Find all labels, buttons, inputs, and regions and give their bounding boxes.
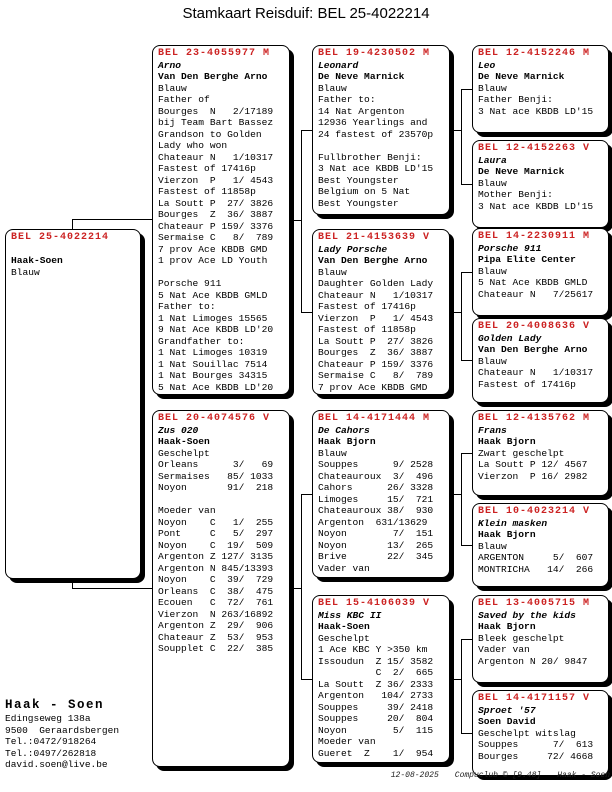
owner-name: Pipa Elite Center (478, 254, 576, 265)
owner-name: Soen David (478, 716, 536, 727)
connector-line (301, 494, 302, 680)
pedigree-line: Vierzon P 1/ 4543 (158, 174, 274, 186)
pedigree-line: Argenton N 845/13393 (158, 562, 274, 574)
print-footer (391, 771, 610, 780)
pedigree-line: 7 prov Ace KBDB GMD (318, 381, 428, 393)
pedigree-line: Belgium on 5 Nat (318, 186, 411, 197)
pedigree-line: Souppes 39/ 2418 (318, 701, 434, 713)
footer-loft-name: Haak - Soen (557, 771, 610, 780)
pedigree-line: Gueret Z 1/ 954 (318, 747, 434, 759)
pedigree-line: Porsche 911 (158, 278, 222, 289)
pedigree-line: Geschelpt (158, 447, 210, 459)
pedigree-line: Grandfather to: (158, 335, 245, 347)
connector-line (72, 588, 152, 589)
pigeon-name: Frans (478, 424, 507, 436)
connector-line (461, 272, 472, 273)
pedigree-line: Chateaur P 159/ 3376 (158, 220, 274, 232)
pedigree-line: Fastest of 17416p (478, 378, 576, 390)
pedigree-line: Geschelpt (318, 632, 370, 644)
pedigree-line: 1 Nat Limoges 10319 (158, 347, 268, 358)
pedigree-line: Argenton Z 29/ 906 (158, 620, 274, 631)
ring-number: BEL 21-4153639 V (318, 232, 431, 243)
pedigree-line: Bourges Z 36/ 3887 (158, 209, 274, 220)
pedigree-line: Father to: (318, 94, 376, 105)
pigeon-name: Zus 020 (158, 424, 199, 436)
pigeon-name: Porsche 911 (478, 242, 542, 254)
loft-name: Haak - Soen (5, 698, 105, 712)
connector-line (461, 545, 472, 546)
ring-number: BEL 10-4023214 V (478, 506, 591, 517)
pedigree-box-ggd-4 (472, 690, 609, 776)
pedigree-line: Blauw (158, 82, 187, 94)
pedigree-line: Bourges 72/ 4668 (478, 750, 594, 762)
connector-line (301, 130, 312, 131)
pedigree-line: Chateauroux 3/ 496 (318, 470, 434, 482)
pedigree-box-subject (5, 229, 141, 579)
pigeon-name: Klein masken (478, 517, 548, 529)
owner-name: Haak Bjorn (478, 621, 536, 632)
pedigree-line: 14 Nat Argenton (318, 105, 405, 117)
pedigree-line: Blauw (318, 82, 347, 94)
pedigree-line: Blauw (478, 540, 507, 552)
pedigree-line: Daughter Golden Lady (318, 278, 434, 289)
owner-name: Van Den Berghe Arno (318, 255, 428, 266)
pedigree-line: Mother Benji: (478, 189, 553, 200)
page-title: Stamkaart Reisduif: BEL 25-4022214 (182, 5, 430, 22)
connector-line (461, 453, 472, 454)
pedigree-line: Chateaur Z 53/ 953 (158, 631, 274, 643)
pedigree-line: Noyon C 1/ 255 (158, 516, 274, 528)
owner-name: Haak-Soen (11, 255, 63, 266)
pedigree-line: Fastest of 17416p (158, 163, 256, 174)
pedigree-line: Argenton Z 127/ 3135 (158, 551, 274, 562)
pedigree-line: Fastest of 11858p (318, 324, 416, 335)
pedigree-line: MONTRICHA 14/ 266 (478, 563, 594, 575)
pedigree-line: 1 Ace KBC Y >350 km (318, 644, 428, 655)
pedigree-line: Argenton 631/13629 (318, 516, 428, 528)
pedigree-line: Cahors 26/ 3328 (318, 482, 434, 493)
ring-number: BEL 15-4106039 V (318, 598, 431, 609)
pedigree-line: Fastest of 11858p (158, 186, 256, 197)
pedigree-line: Noyon 7/ 151 (318, 528, 434, 539)
pedigree-line: Blauw (478, 265, 507, 277)
pigeon-name: Arno (158, 59, 182, 71)
pedigree-line: 1 Nat Limoges 15565 (158, 312, 268, 324)
pedigree-box-ggs-1 (472, 45, 609, 133)
pedigree-line (158, 494, 284, 506)
ring-number: BEL 25-4022214 (11, 232, 110, 243)
pedigree-line: La Soutt Z 36/ 2333 (318, 678, 434, 690)
ring-number: BEL 12-4135762 M (478, 413, 591, 424)
pedigree-line: Fullbrother Benji: (318, 151, 422, 163)
pedigree-line: Best Youngster (318, 174, 399, 186)
ring-number: BEL 23-4055977 M (158, 48, 271, 59)
pigeon-name: Leo (478, 59, 496, 71)
connector-line (301, 312, 312, 313)
pedigree-box-ggd-2 (472, 318, 609, 403)
pedigree-line: Noyon C 19/ 509 (158, 539, 274, 551)
pedigree-line: 5 Nat Ace KBDB LD'20 (158, 381, 274, 393)
pedigree-line: 1 prov Ace LD Youth (158, 255, 268, 266)
pedigree-line: 1 Nat Souillac 7514 (158, 358, 268, 370)
pedigree-line: Blauw (478, 355, 507, 367)
pedigree-line: Bleek geschelpt (478, 632, 565, 644)
pedigree-line: Blauw (478, 82, 507, 94)
address-line: 9500 Geraardsbergen (5, 724, 120, 736)
pedigree-line: Blauw (478, 177, 507, 189)
pedigree-line (158, 267, 284, 279)
pedigree-line: Father of (158, 94, 210, 105)
pedigree-line: Sermaise C 8/ 789 (158, 232, 274, 243)
pedigree-box-ggs-3 (472, 410, 609, 496)
pedigree-line: Vader van (318, 562, 370, 574)
print-date: 12-08-2025 (390, 771, 439, 780)
pedigree-line (318, 140, 444, 152)
pedigree-line: Noyon 91/ 218 (158, 482, 274, 493)
pedigree-line: Moeder van (318, 736, 376, 747)
pedigree-line: Chateaur N 1/10317 (478, 367, 594, 378)
connector-line (72, 219, 152, 220)
connector-line (461, 733, 472, 734)
connector-line (461, 184, 472, 185)
pedigree-line: Vader van (478, 644, 530, 655)
pedigree-line: Vierzon P 1/ 4543 (318, 312, 434, 324)
pedigree-line: Bourges Z 36/ 3887 (318, 347, 434, 358)
connector-line (301, 494, 312, 495)
owner-name: Van Den Berghe Arno (478, 344, 588, 355)
pedigree-line: 1 Nat Bourges 34315 (158, 370, 268, 381)
connector-line (461, 639, 472, 640)
pedigree-box-dam (152, 410, 290, 767)
ring-number: BEL 12-4152263 V (478, 143, 591, 154)
owner-name: Haak Bjorn (318, 436, 376, 447)
pedigree-line: Sermaise C 8/ 789 (318, 370, 434, 381)
pedigree-line: Bourges N 2/17189 (158, 105, 274, 117)
pigeon-name: Laura (478, 154, 507, 166)
pedigree-line: Issoudun Z 15/ 3582 (318, 655, 434, 667)
owner-name: Haak Bjorn (478, 436, 536, 447)
pedigree-line: La Soutt P 12/ 4567 (478, 459, 588, 470)
connector-line (301, 679, 312, 680)
software-credit: Compuclub © [9.48] (454, 771, 542, 780)
loft-info-block (5, 697, 119, 771)
email-address: david.soen@live.be (5, 759, 108, 770)
pigeon-name: Sproet '57 (478, 704, 536, 716)
connector-line (461, 89, 462, 185)
pedigree-line: Father to: (158, 301, 216, 312)
pedigree-line: Blauw (11, 266, 40, 278)
pedigree-line: Lady who won (158, 140, 228, 151)
pedigree-line: Father Benji: (478, 94, 553, 105)
owner-name: Haak-Soen (158, 436, 210, 447)
pigeon-name: Miss KBC II (318, 609, 382, 621)
pedigree-line: La Soutt P 27/ 3826 (158, 197, 274, 209)
ring-number: BEL 13-4005715 M (478, 598, 591, 609)
pedigree-line: 3 Nat ace KBDB LD'15 (478, 105, 594, 117)
pedigree-box-ggs-4 (472, 595, 609, 683)
pedigree-line: 24 fastest of 23570p (318, 128, 434, 140)
pigeon-name: Golden Lady (478, 332, 542, 344)
ring-number: BEL 14-4171444 M (318, 413, 431, 424)
pedigree-line: 3 Nat ace KBDB LD'15 (478, 200, 594, 212)
pedigree-box-ggd-3 (472, 503, 609, 587)
pedigree-box-granddam-1 (312, 229, 450, 395)
owner-name: Haak-Soen (318, 621, 370, 632)
pedigree-line: 5 Nat Ace KBDB GMLD (158, 289, 268, 301)
pedigree-line: Chateaur N 1/10317 (318, 289, 434, 301)
connector-line (461, 272, 462, 361)
pedigree-line: Argenton N 20/ 9847 (478, 655, 588, 667)
pedigree-line: Geschelpt witslag (478, 727, 576, 739)
pedigree-line: Moeder van (158, 505, 216, 516)
address-line: Tel.:0497/262818 (5, 747, 97, 759)
pedigree-line: C 2/ 665 (318, 667, 434, 678)
pedigree-line: Noyon C 39/ 729 (158, 574, 274, 585)
ring-number: BEL 14-2230911 M (478, 231, 591, 242)
pedigree-line: Vierzon P 16/ 2982 (478, 470, 588, 482)
pedigree-line: bij Team Bart Bassez (158, 117, 274, 128)
pedigree-line: 3 Nat ace KBDB LD'15 (318, 163, 434, 174)
ring-number: BEL 14-4171157 V (478, 693, 591, 704)
pedigree-line: Grandson to Golden (158, 128, 262, 140)
pedigree-line: Blauw (318, 447, 347, 459)
connector-line (461, 360, 472, 361)
address-line: Tel.:0472/918264 (5, 736, 97, 747)
pedigree-box-granddam-2 (312, 595, 450, 763)
connector-line (461, 89, 472, 90)
pigeon-name (11, 244, 135, 256)
ring-number: BEL 20-4008636 V (478, 321, 591, 332)
address-line: Edingseweg 138a (5, 713, 91, 724)
connector-line (72, 219, 73, 230)
pedigree-line: Chateaur P 159/ 3376 (318, 358, 434, 370)
owner-name: Haak Bjorn (478, 529, 536, 540)
pedigree-line: Souppes 9/ 2528 (318, 459, 434, 470)
connector-line (461, 453, 462, 546)
pedigree-line: Argenton 104/ 2733 (318, 690, 434, 701)
pigeon-name: Saved by the kids (478, 609, 576, 621)
pigeon-name: Leonard (318, 59, 359, 71)
owner-name: De Neve Marnick (478, 71, 565, 82)
connector-line (301, 130, 302, 313)
pedigree-line: Soupplet C 22/ 385 (158, 643, 274, 654)
pedigree-line: Ecouen C 72/ 761 (158, 597, 274, 608)
pedigree-line: Pont C 5/ 297 (158, 528, 274, 539)
ring-number: BEL 20-4074576 V (158, 413, 271, 424)
pedigree-line: 12936 Yearlings and (318, 117, 428, 128)
pigeon-name: De Cahors (318, 424, 370, 436)
pedigree-box-ggs-2 (472, 228, 609, 316)
owner-name: Van Den Berghe Arno (158, 71, 268, 82)
pedigree-line: Chateaur N 1/10317 (158, 151, 274, 163)
pedigree-box-sire (152, 45, 290, 395)
pedigree-line: Vierzon N 263/16892 (158, 608, 274, 620)
pedigree-line: Fastest of 17416p (318, 301, 416, 312)
pedigree-box-ggd-1 (472, 140, 609, 228)
pedigree-line: Souppes 20/ 804 (318, 713, 434, 724)
pedigree-line: 9 Nat Ace KBDB LD'20 (158, 324, 274, 335)
ring-number: BEL 19-4230502 M (318, 48, 431, 59)
pedigree-line: Noyon 13/ 265 (318, 539, 434, 551)
pedigree-box-grandsire-1 (312, 45, 450, 215)
pedigree-line: Souppes 7/ 613 (478, 739, 594, 750)
pedigree-box-grandsire-2 (312, 410, 450, 578)
pedigree-line: Brive 22/ 345 (318, 551, 434, 562)
pedigree-line: Orleans 3/ 69 (158, 459, 274, 470)
pedigree-line: Best Youngster (318, 197, 399, 209)
owner-name: De Neve Marnick (318, 71, 405, 82)
pedigree-line: ARGENTON 5/ 607 (478, 552, 594, 563)
pedigree-line: Chateaur N 7/25617 (478, 288, 594, 300)
owner-name: De Neve Marnick (478, 166, 565, 177)
pigeon-name: Lady Porsche (318, 243, 388, 255)
pedigree-line: La Soutt P 27/ 3826 (318, 335, 434, 347)
pedigree-line: 7 prov Ace KBDB GMD (158, 243, 268, 255)
pedigree-line: Limoges 15/ 721 (318, 493, 434, 505)
pedigree-line: Zwart geschelpt (478, 447, 565, 459)
pedigree-line: Orleans C 38/ 475 (158, 585, 274, 597)
pedigree-line: Sermaises 85/ 1033 (158, 470, 274, 482)
connector-line (461, 639, 462, 734)
pedigree-line: Chateauroux 38/ 930 (318, 505, 434, 516)
pedigree-line: Noyon 5/ 115 (318, 724, 434, 736)
pedigree-line: Blauw (318, 266, 347, 278)
ring-number: BEL 12-4152246 M (478, 48, 591, 59)
pedigree-line: 5 Nat Ace KBDB GMLD (478, 277, 588, 288)
